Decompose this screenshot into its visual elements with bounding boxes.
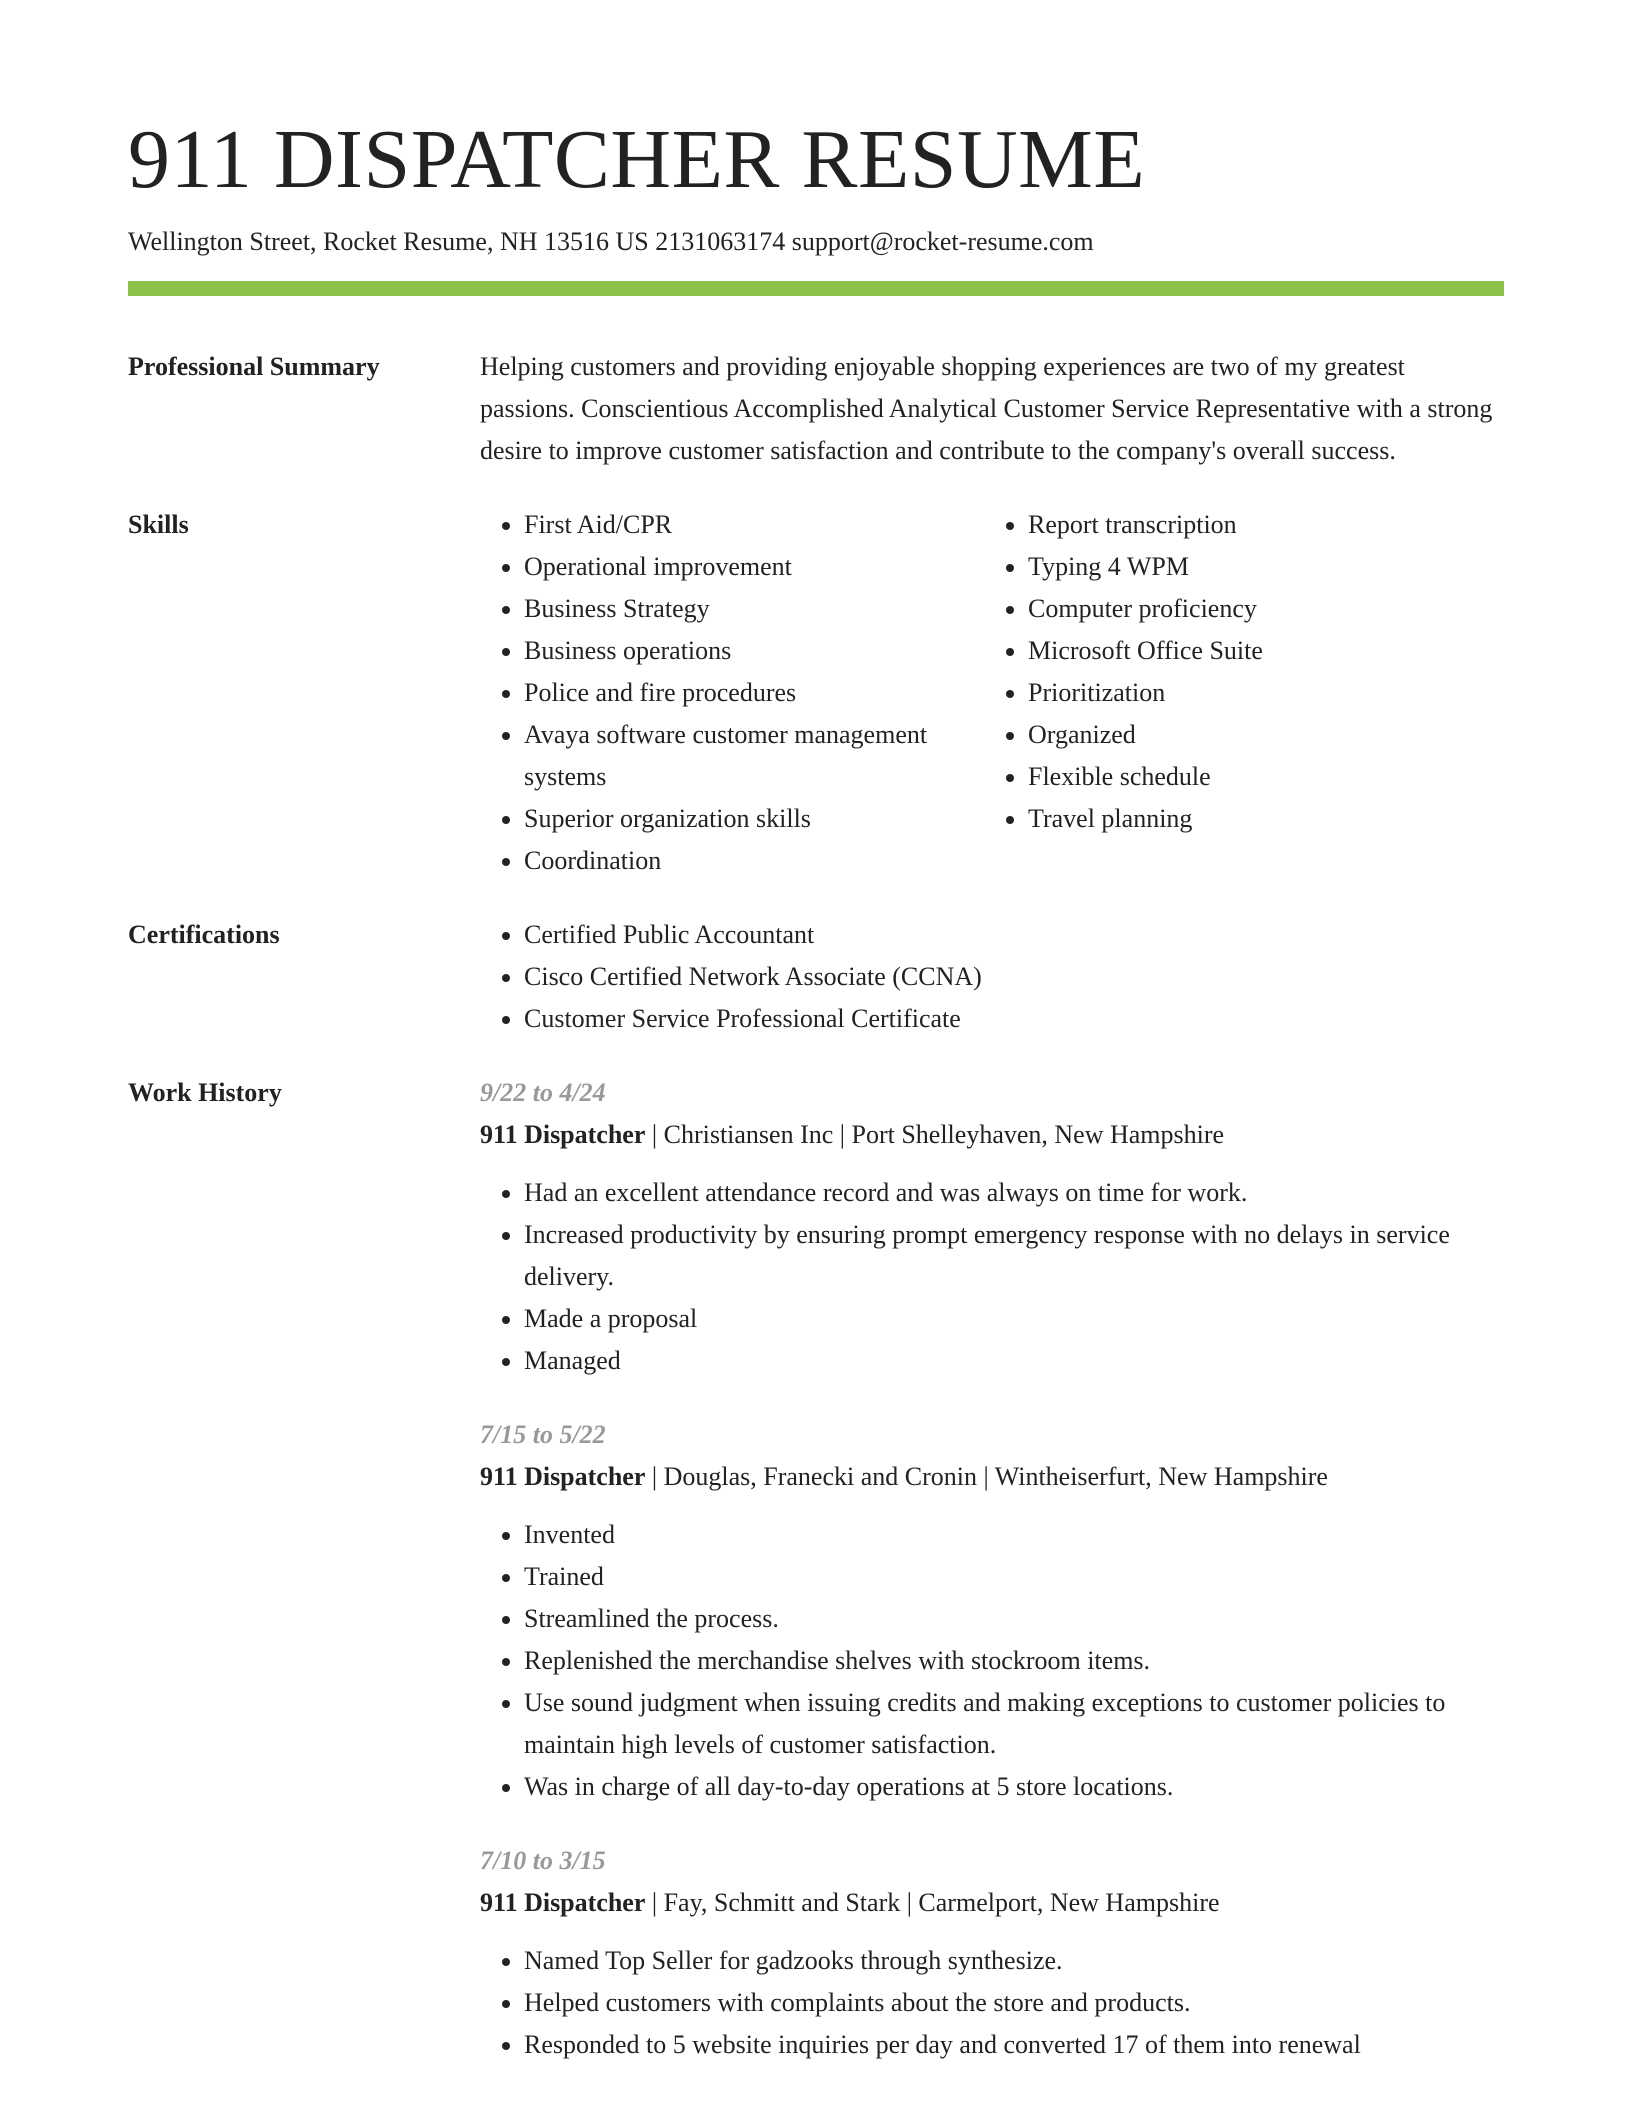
skill-item: • Police and fire procedures bbox=[524, 672, 984, 714]
job-bullet: • Named Top Seller for gadzooks through synthesize. bbox=[524, 1940, 1504, 1982]
skill-item: • Microsoft Office Suite bbox=[1028, 630, 1508, 672]
job-details: | Christiansen Inc | Port Shelleyhaven, New Hampshire bbox=[645, 1120, 1225, 1150]
job-details: | Douglas, Franecki and Cronin | Wintheiserfurt, New Hampshire bbox=[645, 1462, 1328, 1492]
skill-item: • Business Strategy bbox=[524, 588, 984, 630]
skill-item: • Flexible schedule bbox=[1028, 756, 1508, 798]
job-bullet: • Replenished the merchandise shelves with stockroom items. bbox=[524, 1640, 1504, 1682]
job-title: 911 Dispatcher bbox=[480, 1120, 646, 1150]
summary-label: Professional Summary bbox=[128, 352, 380, 382]
work-history-section bbox=[128, 1072, 1504, 2098]
job-bullet: • Had an excellent attendance record and was always on time for work. bbox=[524, 1172, 1504, 1214]
job-entry bbox=[480, 1072, 1504, 1382]
certification-item: • Certified Public Accountant bbox=[524, 914, 1504, 956]
certification-item: • Cisco Certified Network Associate (CCNA) bbox=[524, 956, 1504, 998]
certification-item: • Customer Service Professional Certificate bbox=[524, 998, 1504, 1040]
job-entry bbox=[480, 1840, 1504, 2066]
skill-item: • First Aid/CPR bbox=[524, 504, 984, 546]
skills-columns bbox=[480, 504, 1508, 882]
job-dates: 7/10 to 3/15 bbox=[480, 1846, 606, 1876]
skill-item: • Prioritization bbox=[1028, 672, 1508, 714]
certifications-label: Certifications bbox=[128, 920, 280, 950]
contact-line bbox=[128, 226, 1504, 257]
job-bullet: • Made a proposal bbox=[524, 1298, 1504, 1340]
summary-section bbox=[128, 346, 1504, 472]
skill-item: • Typing 4 WPM bbox=[1028, 546, 1508, 588]
skill-item: • Coordination bbox=[524, 840, 984, 882]
skill-item: • Report transcription bbox=[1028, 504, 1508, 546]
job-bullet: • Helped customers with complaints about the store and products. bbox=[524, 1982, 1504, 2024]
skill-item: • Business operations bbox=[524, 630, 984, 672]
summary-text: Helping customers and providing enjoyable shopping experiences are two of my greatest passions. Conscientious Accomplished Analytical Customer Service Representative with a strong desire to improve customer satisfaction and contribute to the company's overall success. bbox=[480, 352, 1493, 466]
job-bullet: • Use sound judgment when issuing credits and making exceptions to customer policies to maintain high levels of customer satisfaction. bbox=[524, 1682, 1504, 1766]
certifications-body bbox=[480, 914, 1504, 1040]
skill-item: • Operational improvement bbox=[524, 546, 984, 588]
skill-item: • Travel planning bbox=[1028, 798, 1508, 840]
job-details: | Fay, Schmitt and Stark | Carmelport, New Hampshire bbox=[645, 1888, 1220, 1918]
skills-label: Skills bbox=[128, 510, 189, 540]
skill-item: • Avaya software customer management systems bbox=[524, 714, 984, 798]
job-bullet: • Increased productivity by ensuring prompt emergency response with no delays in service delivery. bbox=[524, 1214, 1504, 1298]
contact-email: support@rocket-resume.com bbox=[791, 227, 1094, 256]
job-dates: 9/22 to 4/24 bbox=[480, 1078, 606, 1108]
skill-item: • Computer proficiency bbox=[1028, 588, 1508, 630]
certifications-section bbox=[128, 914, 1504, 1040]
job-bullets bbox=[480, 1514, 1504, 1808]
job-heading bbox=[480, 1882, 1504, 1924]
skill-item: • Organized bbox=[1028, 714, 1508, 756]
skills-list-right bbox=[984, 504, 1508, 882]
job-bullet: • Managed bbox=[524, 1340, 1504, 1382]
skill-item: • Superior organization skills bbox=[524, 798, 984, 840]
header-divider bbox=[128, 281, 1504, 296]
job-dates: 7/15 to 5/22 bbox=[480, 1420, 606, 1450]
job-bullet: • Responded to 5 website inquiries per day and converted 17 of them into renewal bbox=[524, 2024, 1504, 2066]
job-entry bbox=[480, 1414, 1504, 1808]
job-bullet: • Trained bbox=[524, 1556, 1504, 1598]
work-history-body bbox=[480, 1072, 1504, 2098]
job-bullet: • Was in charge of all day-to-day operations at 5 store locations. bbox=[524, 1766, 1504, 1808]
job-bullet: • Invented bbox=[524, 1514, 1504, 1556]
skills-section bbox=[128, 504, 1504, 882]
job-bullet: • Streamlined the process. bbox=[524, 1598, 1504, 1640]
skills-list-left bbox=[480, 504, 984, 882]
contact-phone: 2131063174 bbox=[655, 227, 786, 256]
job-title: 911 Dispatcher bbox=[480, 1462, 646, 1492]
job-bullets bbox=[480, 1940, 1504, 2066]
job-heading bbox=[480, 1114, 1504, 1156]
work-history-label: Work History bbox=[128, 1078, 282, 1108]
job-title: 911 Dispatcher bbox=[480, 1888, 646, 1918]
certifications-list bbox=[480, 914, 1504, 1040]
resume-title: 911 DISPATCHER RESUME bbox=[128, 113, 1146, 206]
contact-address: Wellington Street, Rocket Resume, NH 13516 US bbox=[128, 227, 649, 256]
job-heading bbox=[480, 1456, 1504, 1498]
job-bullets bbox=[480, 1172, 1504, 1382]
